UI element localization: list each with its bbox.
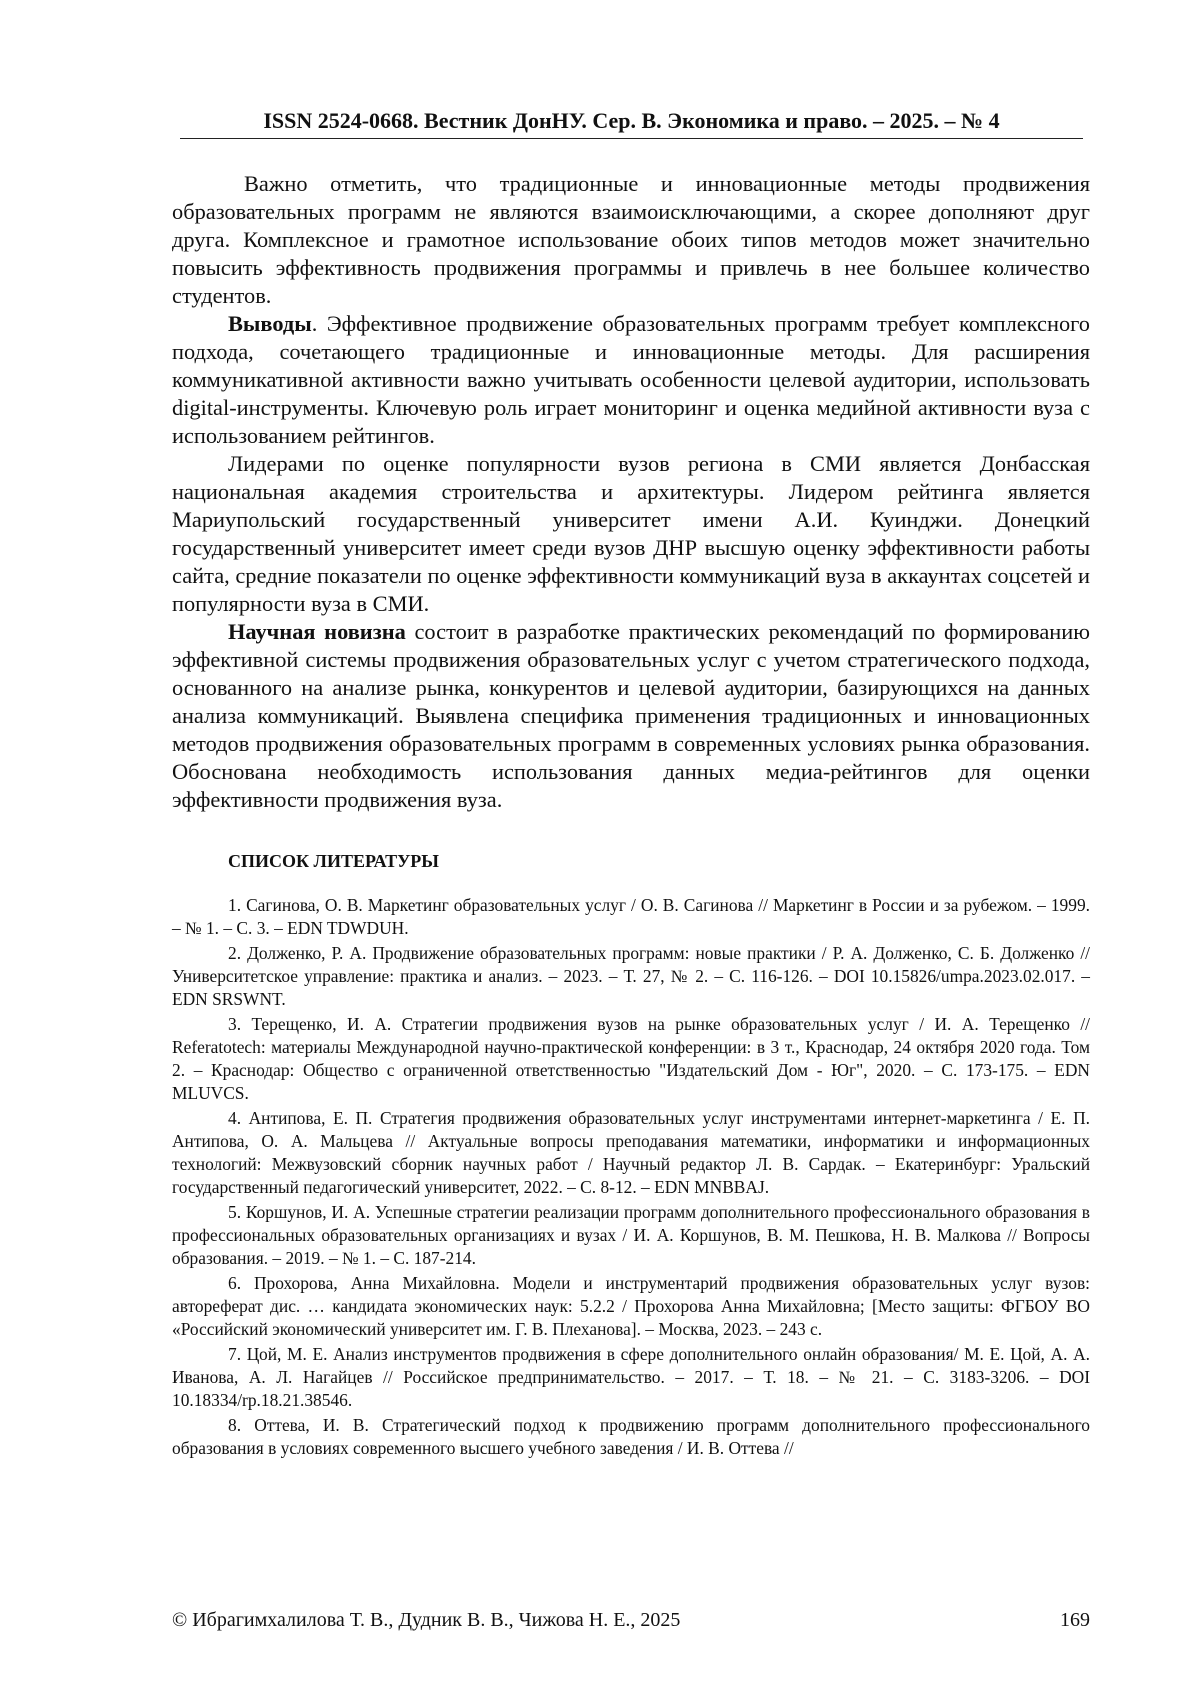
paragraph-novelty bbox=[172, 618, 1090, 814]
paragraph-conclusions bbox=[172, 310, 1090, 450]
paragraph-methods-complementary: Важно отметить, что традиционные и инновационные методы продвижения образовательных программ не являются взаимоисключающими, а скорее дополняют друг друга. Комплексное и грамотное использование обоих типов методов может значительно повысить эффективность продвижения программы и привлечь в нее большее количество студентов. bbox=[172, 171, 1090, 308]
reference-item: 2. Долженко, Р. А. Продвижение образовательных программ: новые практики / Р. А. Долженко, С. Б. Долженко // Университетское управление: практика и анализ. – 2023. – Т. 27, № 2. – С. 116-126. – DOI 10.15826/umpa.2023.02.017. – EDN SRSWNT. bbox=[172, 943, 1090, 1009]
novelty-text: состоит в разработке практических рекомендаций по формированию эффективной системы продвижения образовательных услуг с учетом стратегического подхода, основанного на анализе рынка, конкурентов и целевой аудитории, базирующихся на данных анализа коммуникаций. Выявлена специфика применения традиционных и инновационных методов продвижения образовательных программ в современных условиях рынка образования. Обоснована необходимость использования данных медиа-рейтингов для оценки эффективности продвижения вуза. bbox=[172, 619, 1091, 812]
reference-item: 7. Цой, М. Е. Анализ инструментов продвижения в сфере дополнительного онлайн образования/ М. Е. Цой, А. А. Иванова, А. Л. Нагайцев // Российское предпринимательство. – 2017. – Т. 18. – № 21. – С. 3183-3206. – DOI 10.18334/rp.18.21.38546. bbox=[172, 1344, 1090, 1410]
novelty-heading: Научная новизна bbox=[228, 619, 406, 644]
references-title: СПИСОК ЛИТЕРАТУРЫ bbox=[228, 851, 439, 871]
paragraph-leaders: Лидерами по оценке популярности вузов региона в СМИ является Донбасская национальная академия строительства и архитектуры. Лидером рейтинга является Мариупольский государственный университет имени А.И. Куинджи. Донецкий государственный университет имеет среди вузов ДНР высшую оценку эффективности работы сайта, средние показатели по оценке эффективности коммуникаций вуза в аккаунтах соцсетей и популярности вуза в СМИ. bbox=[172, 451, 1090, 616]
reference-item: 6. Прохорова, Анна Михайловна. Модели и инструментарий продвижения образовательных услуг вузов: автореферат дис. … кандидата экономических наук: 5.2.2 / Прохорова Анна Михайловна; [Место защиты: ФГБОУ ВО «Российский экономический университет им. Г. В. Плеханова]. – Москва, 2023. – 243 с. bbox=[172, 1273, 1090, 1339]
article-body bbox=[172, 170, 1090, 1462]
reference-item: 3. Терещенко, И. А. Стратегии продвижения вузов на рынке образовательных услуг / И. А. Терещенко // Referatotech: материалы Международной научно-практической конференции: в 3 т., Краснодар, 24 октября 2020 года. Том 2. – Краснодар: Общество с ограниченной ответственностью "Издательский Дом - Юг", 2020. – С. 173-175. – EDN MLUVCS. bbox=[172, 1014, 1090, 1103]
conclusions-text: . Эффективное продвижение образовательных программ требует комплексного подхода, сочетающего традиционные и инновационные методы. Для расширения коммуникативной активности важно учитывать особенности целевой аудитории, использовать digital-инструменты. Ключевую роль играет мониторинг и оценка медийной активности вуза с использованием рейтингов. bbox=[172, 311, 1090, 448]
reference-item: 5. Коршунов, И. А. Успешные стратегии реализации программ дополнительного профессионального образования в профессиональных образовательных организациях и вузах / И. А. Коршунов, В. М. Пешкова, Н. В. Малкова // Вопросы образования. – 2019. – № 1. – С. 187-214. bbox=[172, 1202, 1090, 1268]
conclusions-heading: Выводы bbox=[228, 311, 312, 336]
running-header: ISSN 2524-0668. Вестник ДонНУ. Сер. В. Экономика и право. – 2025. – № 4 bbox=[180, 108, 1083, 139]
reference-item: 4. Антипова, Е. П. Стратегия продвижения образовательных услуг инструментами интернет-маркетинга / Е. П. Антипова, О. А. Мальцева // Актуальные вопросы преподавания математики, информатики и информационных технологий: Межвузовский сборник научных работ / Научный редактор Л. В. Сардак. – Екатеринбург: Уральский государственный педагогический университет, 2022. – С. 8-12. – EDN MNBBAJ. bbox=[172, 1108, 1090, 1197]
reference-item: 8. Оттева, И. В. Стратегический подход к продвижению программ дополнительного профессионального образования в условиях современного высшего учебного заведения / И. В. Оттева // bbox=[172, 1415, 1090, 1458]
references-list bbox=[172, 894, 1090, 1460]
copyright-footer: © Ибрагимхалилова Т. В., Дудник В. В., Чижова Н. Е., 2025 bbox=[172, 1609, 681, 1631]
page-number: 169 bbox=[1060, 1609, 1090, 1631]
reference-item: 1. Сагинова, О. В. Маркетинг образовательных услуг / О. В. Сагинова // Маркетинг в России и за рубежом. – 1999. – № 1. – С. 3. – EDN TDWDUH. bbox=[172, 895, 1090, 938]
